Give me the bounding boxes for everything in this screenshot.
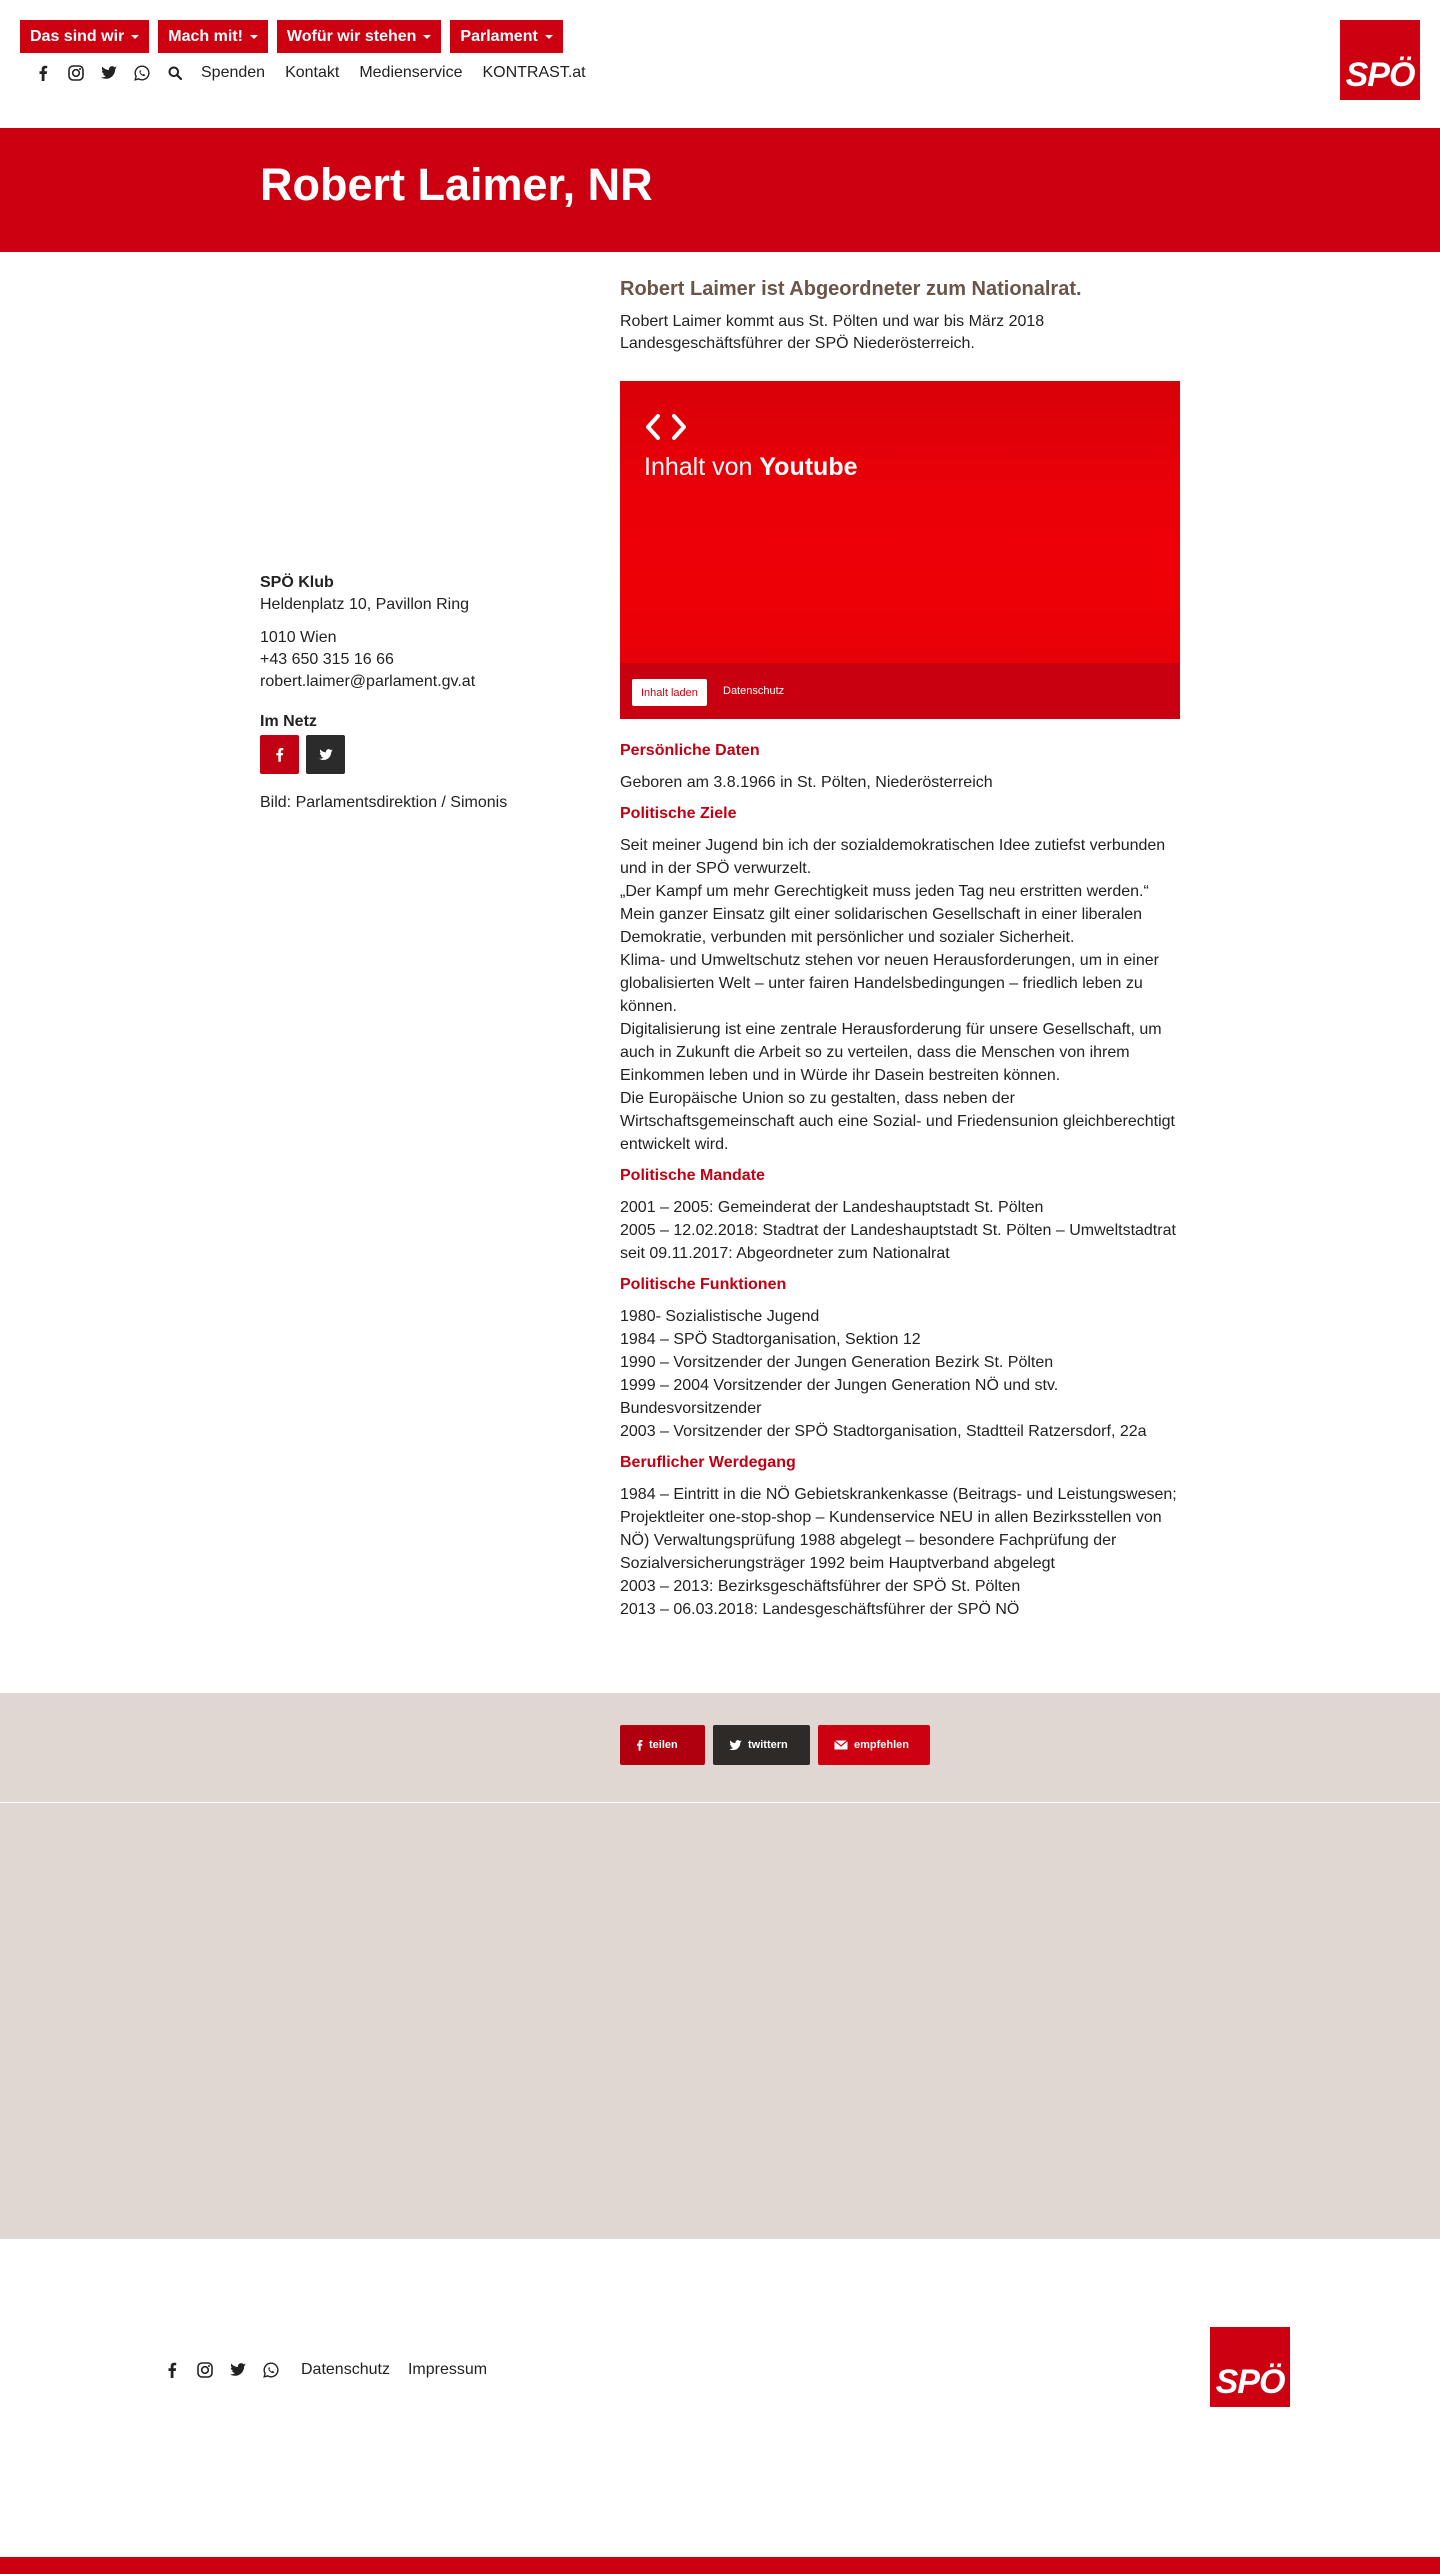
caret-down-icon [250, 35, 258, 39]
facebook-profile-button[interactable] [260, 735, 299, 774]
code-icon [644, 412, 688, 447]
nav-mach-mit[interactable] [158, 20, 268, 53]
section-line: 1984 – Eintritt in die NÖ Gebietskrankenkasse (Beitrags- und Leistungswesen; Projektleiter one-stop-shop – Kundenservice NEU in allen Bezirksstellen von NÖ) Verwaltungsprüfung 1988 abgelegt – besondere Fachprüfung der Sozialversicherungsträger 1992 beim Hauptverband abgelegt [620, 1486, 1177, 1572]
main-nav [20, 20, 563, 53]
section-line: 1990 – Vorsitzender der Jungen Generation Bezirk St. Pölten [620, 1354, 1054, 1371]
intro-text: Robert Laimer kommt aus St. Pölten und war bis März 2018 Landesgeschäftsführer der SPÖ Niederösterreich. [620, 313, 1045, 352]
contact-org: SPÖ Klub [260, 574, 334, 591]
logo-text: SPÖ [1345, 56, 1415, 94]
whatsapp-icon[interactable] [254, 2359, 287, 2381]
footer-link-datenschutz[interactable]: Datenschutz [301, 2361, 390, 2378]
facebook-icon[interactable] [155, 2359, 188, 2381]
footer-spoe-logo[interactable] [1210, 2327, 1290, 2407]
share-band [0, 1693, 1440, 1802]
nav-label: Wofür wir stehen [286, 27, 417, 45]
facebook-icon[interactable] [26, 62, 59, 84]
social-profile-links [260, 735, 580, 774]
section-line: Geboren am 3.8.1966 in St. Pölten, Niederösterreich [620, 774, 993, 791]
nav-das-sind-wir[interactable] [20, 20, 149, 53]
load-content-button[interactable]: Inhalt laden [632, 679, 707, 706]
twitter-icon [319, 749, 333, 761]
section-line: Seit meiner Jugend bin ich der sozialdemokratischen Idee zutiefst verbunden und in der SPÖ verwurzelt. [620, 837, 1166, 877]
embed-title-brand: Youtube [759, 453, 858, 481]
nav-parlament[interactable] [450, 20, 562, 53]
share-buttons [620, 1725, 930, 1765]
section-line: 2013 – 06.03.2018: Landesgeschäftsführer der SPÖ NÖ [620, 1601, 1020, 1618]
caret-down-icon [131, 35, 139, 39]
caret-down-icon [423, 35, 431, 39]
section-heading-politische-funktionen: Politische Funktionen [620, 1276, 787, 1293]
twitter-profile-button[interactable] [306, 735, 345, 774]
section-body-politische-mandate [620, 1196, 1180, 1265]
spoe-logo[interactable] [1340, 20, 1420, 100]
secondary-nav [26, 62, 596, 84]
logo-text: SPÖ [1215, 2363, 1285, 2401]
nav-label: Mach mit! [168, 27, 243, 45]
footer-link-impressum[interactable]: Impressum [407, 2361, 488, 2378]
embed-title [644, 453, 858, 482]
nav-wofuer-wir-stehen[interactable] [277, 20, 442, 53]
contact-address: Heldenplatz 10, Pavillon Ring [260, 596, 470, 613]
share-facebook-label: teilen [649, 1739, 678, 1751]
related-content-area [0, 1803, 1440, 2239]
spacer [260, 616, 580, 627]
embed-title-prefix: Inhalt von [644, 453, 760, 481]
section-line: 2005 – 12.02.2018: Stadtrat der Landeshauptstadt St. Pölten – Umweltstadtrat seit 09.11.2017: Abgeordneter zum Nationalrat [620, 1222, 1176, 1262]
youtube-embed-placeholder [620, 381, 1180, 719]
section-line: 2003 – 2013: Bezirksgeschäftsführer der SPÖ St. Pölten [620, 1578, 1021, 1595]
section-line: Klima- und Umweltschutz stehen vor neuen Herausforderungen, um in einer globalisierten Welt – unter fairen Handelsbedingungen – friedlich leben zu können. [620, 952, 1159, 1015]
twitter-icon[interactable] [92, 62, 125, 84]
nav-link-medienservice[interactable]: Medienservice [359, 64, 463, 81]
contact-city: 1010 Wien [260, 629, 337, 646]
nav-link-kontrast[interactable]: KONTRAST.at [482, 64, 586, 81]
section-heading-politische-ziele: Politische Ziele [620, 805, 737, 822]
section-body-persoenliche-daten [620, 771, 1180, 794]
facebook-icon [636, 1739, 643, 1751]
section-heading-beruflicher-werdegang: Beruflicher Werdegang [620, 1454, 796, 1471]
nav-link-spenden[interactable]: Spenden [201, 64, 266, 81]
biography-sections [620, 740, 1180, 1630]
section-body-beruflicher-werdegang [620, 1483, 1180, 1621]
section-line: 2003 – Vorsitzender der SPÖ Stadtorganisation, Stadtteil Ratzersdorf, 22a [620, 1423, 1147, 1440]
caret-down-icon [545, 35, 553, 39]
twitter-icon[interactable] [221, 2359, 254, 2381]
section-body-politische-funktionen [620, 1305, 1180, 1443]
share-facebook-button[interactable] [620, 1725, 705, 1765]
photo-credit: Bild: Parlamentsdirektion / Simonis [260, 794, 508, 811]
instagram-icon[interactable] [59, 62, 92, 84]
section-line: Digitalisierung ist eine zentrale Herausforderung für unsere Gesellschaft, um auch in Zukunft die Arbeit so zu verteilen, dass die Menschen von ihrem Einkommen leben und in Würde ihr Dasein bestreiten können. [620, 1021, 1162, 1084]
spacer [260, 693, 580, 711]
section-line: 1984 – SPÖ Stadtorganisation, Sektion 12 [620, 1331, 921, 1348]
contact-phone[interactable]: +43 650 315 16 66 [260, 651, 394, 668]
contact-email[interactable]: robert.laimer@parlament.gv.at [260, 673, 476, 690]
contact-sidebar [260, 572, 580, 814]
whatsapp-icon[interactable] [125, 62, 158, 84]
title-band [0, 128, 1440, 252]
share-email-button[interactable] [818, 1725, 930, 1765]
section-heading-persoenliche-daten: Persönliche Daten [620, 742, 760, 759]
instagram-icon[interactable] [188, 2359, 221, 2381]
intro-heading: Robert Laimer ist Abgeordneter zum Nationalrat. [620, 278, 1082, 300]
section-body-politische-ziele [620, 834, 1180, 1156]
bottom-red-bar [0, 2557, 1440, 2574]
section-heading-politische-mandate: Politische Mandate [620, 1167, 765, 1184]
intro [620, 277, 1180, 355]
section-line: 1980- Sozialistische Jugend [620, 1308, 820, 1325]
share-email-label: empfehlen [854, 1739, 910, 1751]
section-line: Mein ganzer Einsatz gilt einer solidarischen Gesellschaft in einer liberalen Demokratie, verbunden mit persönlicher und sozialer Sicherheit. [620, 906, 1143, 946]
twitter-icon [729, 1740, 742, 1751]
section-line: Die Europäische Union so zu gestalten, dass neben der Wirtschaftsgemeinschaft auch eine Sozial- und Friedensunion gleichberechtigt entwickelt wird. [620, 1090, 1175, 1153]
section-line: 2001 – 2005: Gemeinderat der Landeshauptstadt St. Pölten [620, 1199, 1044, 1216]
section-line: 1999 – 2004 Vorsitzender der Jungen Generation NÖ und stv. Bundesvorsitzender [620, 1377, 1059, 1417]
nav-label: Das sind wir [30, 27, 125, 45]
nav-label: Parlament [460, 27, 538, 45]
share-twitter-label: twittern [748, 1739, 788, 1751]
footer-links [155, 2359, 491, 2381]
net-heading: Im Netz [260, 713, 317, 730]
section-line: „Der Kampf um mehr Gerechtigkeit muss jeden Tag neu erstritten werden.“ [620, 883, 1149, 900]
spacer [260, 774, 580, 792]
share-twitter-button[interactable] [713, 1725, 810, 1765]
site-header [0, 0, 1440, 128]
embed-action-bar [620, 663, 1180, 719]
search-icon[interactable] [158, 62, 191, 84]
facebook-icon [275, 747, 284, 762]
embed-privacy-link[interactable]: Datenschutz [723, 685, 785, 697]
nav-link-kontakt[interactable]: Kontakt [285, 64, 340, 81]
envelope-icon [834, 1740, 848, 1750]
page-title: Robert Laimer, NR [260, 159, 653, 210]
